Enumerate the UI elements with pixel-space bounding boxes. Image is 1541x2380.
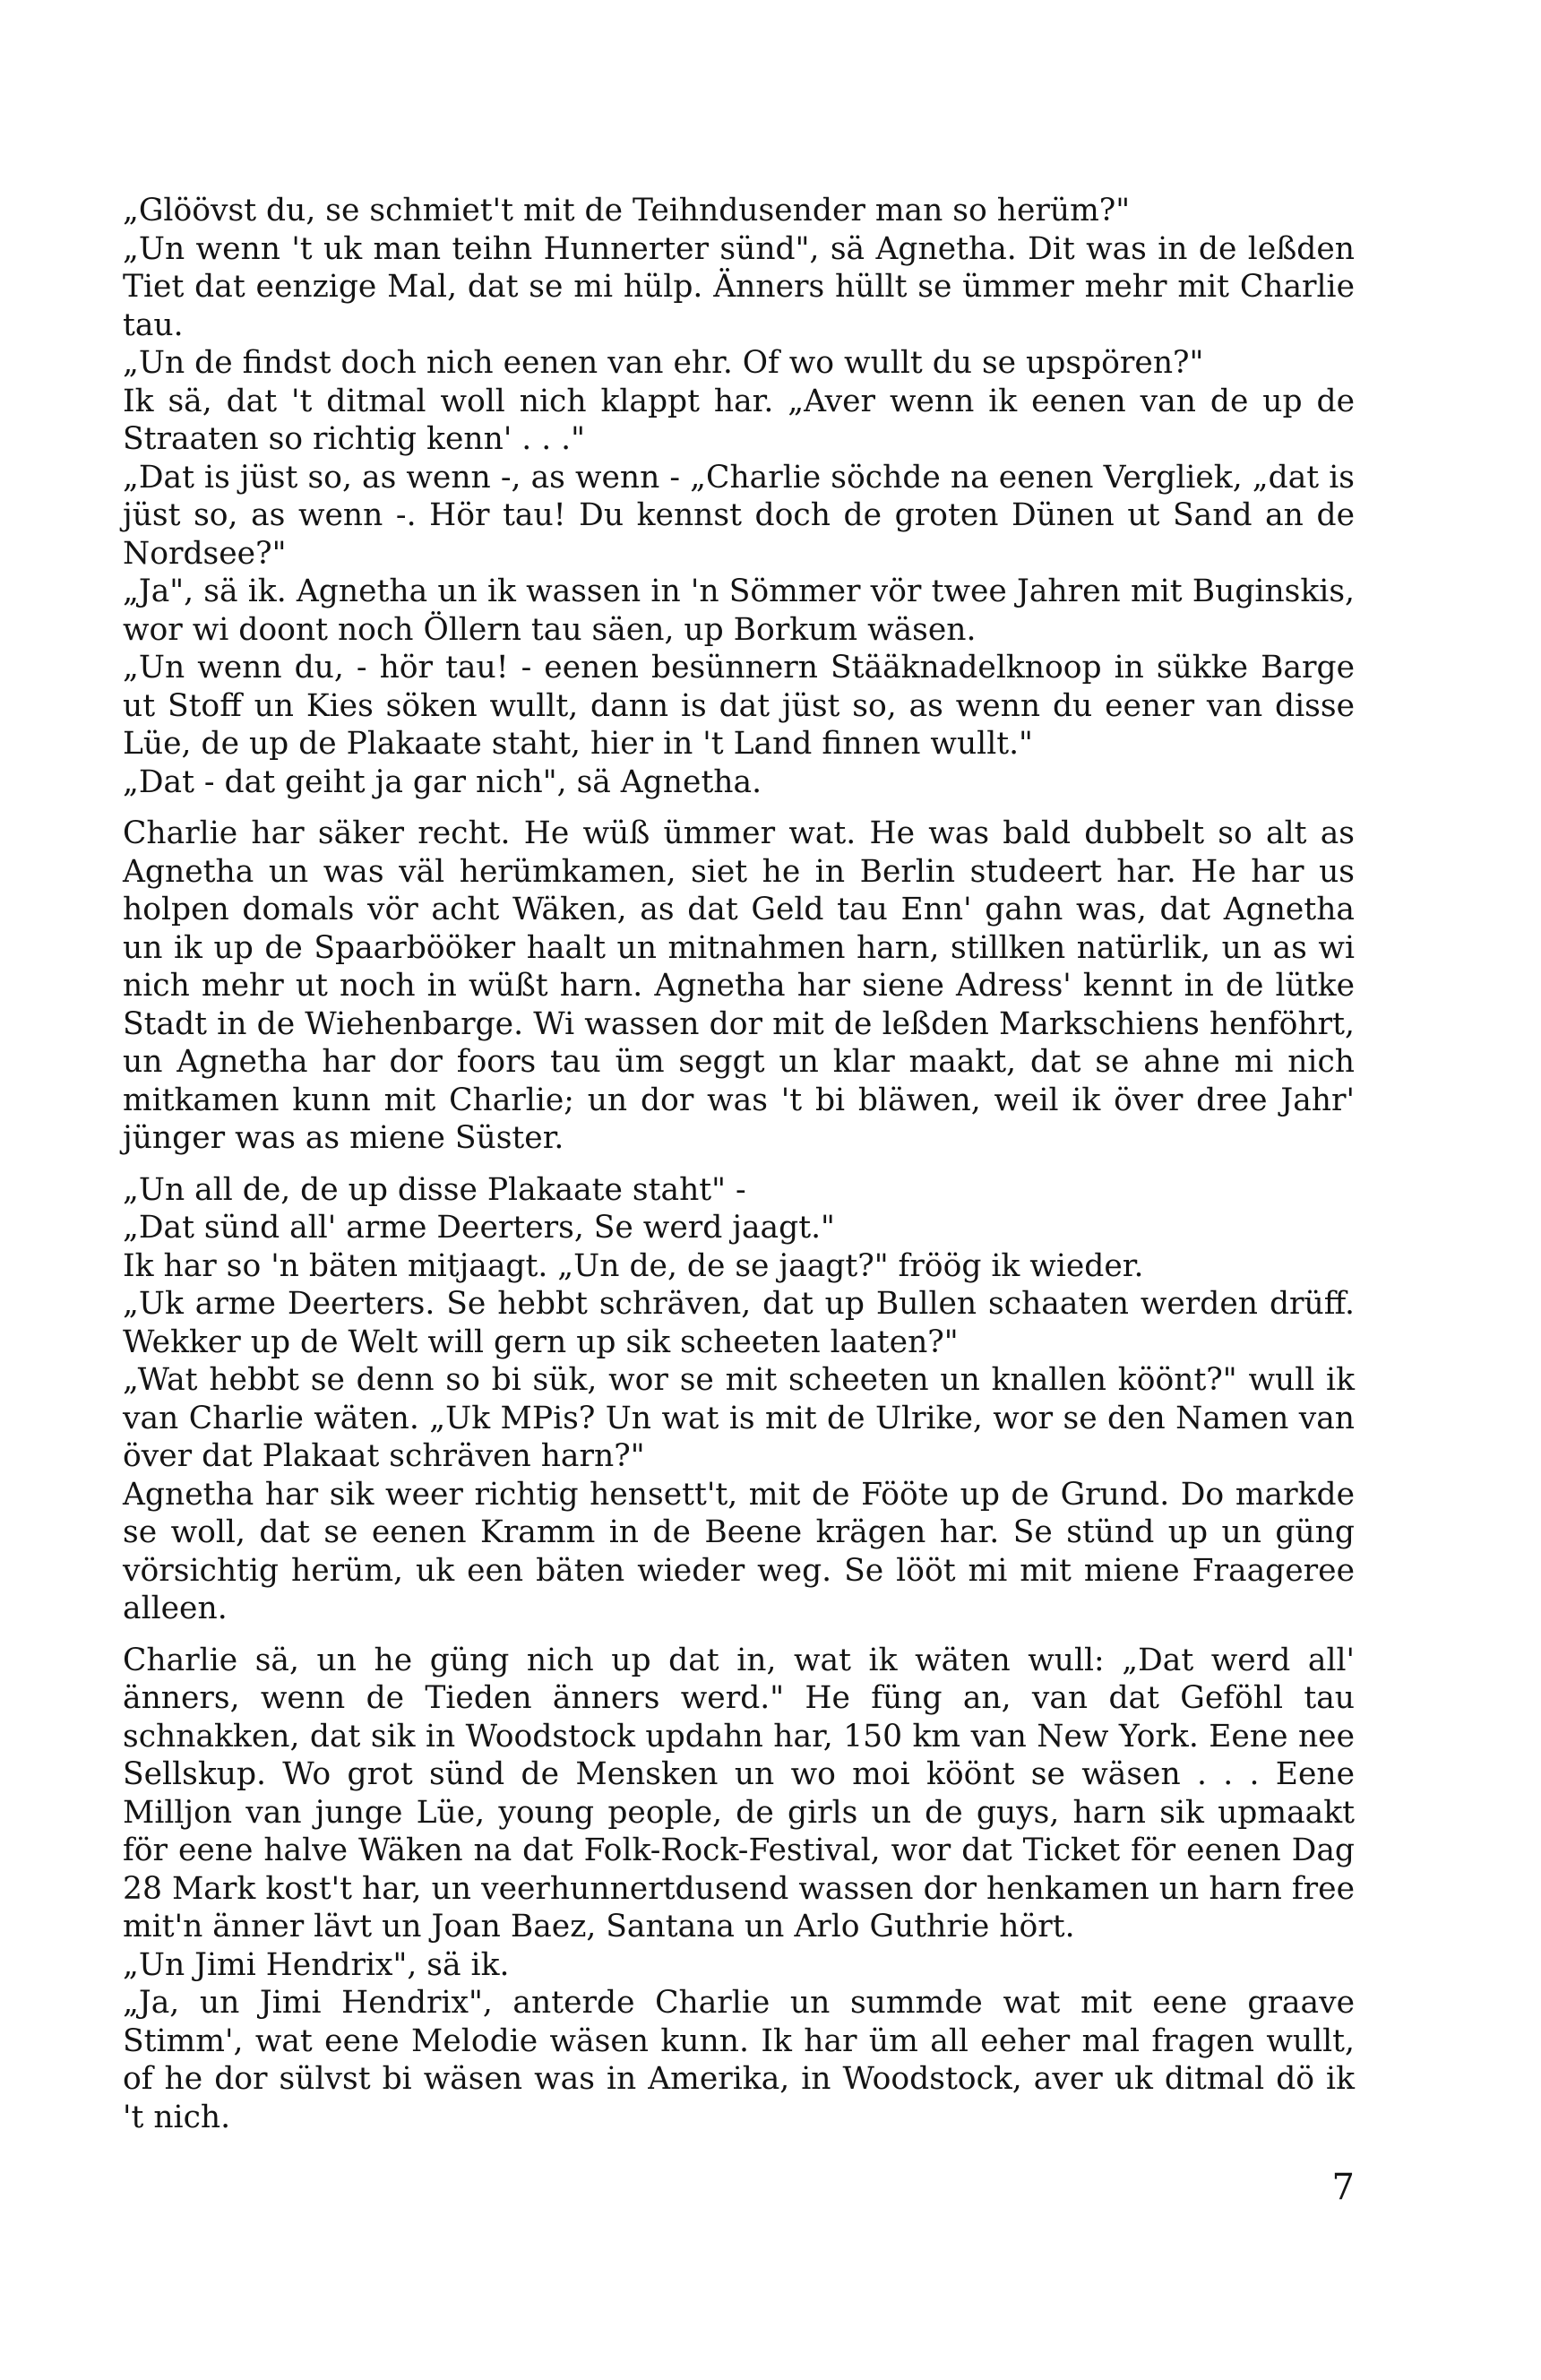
paragraph: „Dat - dat geiht ja gar nich", sä Agnetha.: [123, 763, 762, 800]
paragraph: Agnetha har sik weer richtig hensett't, mit de Fööte up de Grund. Do markde se woll, dat se eenen Kramm in de Beene krägen har. Se stünd up un güng vörsichtig herüm, uk een bäten wieder weg. Se lööt mi mit miene Fraageree alleen.: [123, 1476, 1355, 1626]
paragraph: Charlie sä, un he güng nich up dat in, wat ik wäten wull: „Dat werd all' änners, wenn de Tieden änners werd." He füng an, van dat Geföhl tau schnakken, dat sik in Woodstock updahn har, 150 km van New York. Eene nee Sellskup. Wo grot sünd de Mensken un wo moi köönt se wäsen . . . Eene Milljon van junge Lüe, young people, de girls un de guys, harn sik upmaakt för eene halve Wäken na dat Folk-Rock-Festival, wor dat Ticket för eenen Dag 28 Mark kost't har, un veerhunnertdusend wassen dor henkamen un harn free mit'n änner lävt un Joan Baez, Santana un Arlo Guthrie hört.: [123, 1642, 1355, 1945]
paragraph: „Un wenn du, - hör tau! - eenen besünnern Stääknadelknoop in sükke Barge ut Stoff un Kies söken wullt, dann is dat jüst so, as wenn du eener van disse Lüe, de up de Plakaate staht, hier in 't Land finnen wullt.": [123, 650, 1355, 762]
paragraph: „Un de findst doch nich eenen van ehr. Of wo wullt du se upspören?": [123, 345, 1204, 381]
paragraph: „Un wenn 't uk man teihn Hunnerter sünd", sä Agnetha. Dit was in de leßden Tiet dat eenzige Mal, dat se mi hülp. Änners hüllt se ümmer mehr mit Charlie tau.: [123, 230, 1355, 343]
paragraph: „Uk arme Deerters. Se hebbt schräven, dat up Bullen schaaten werden drüff. Wekker up de Welt will gern up sik scheeten laaten?": [123, 1286, 1355, 1360]
paragraph: Ik sä, dat 't ditmal woll nich klappt har. „Aver wenn ik eenen van de up de Straaten so richtig kenn' . . .": [123, 383, 1355, 457]
paragraph: „Ja", sä ik. Agnetha un ik wassen in 'n Sömmer vör twee Jahren mit Buginskis, wor wi doont noch Öllern tau säen, up Borkum wäsen.: [123, 573, 1355, 648]
paragraph: „Dat is jüst so, as wenn -, as wenn - „Charlie söchde na eenen Vergliek, „dat is jüst so, as wenn -. Hör tau! Du kennst doch de groten Dünen ut Sand an de Nordsee?": [123, 459, 1355, 572]
paragraph: Ik har so 'n bäten mitjaagt. „Un de, de se jaagt?" fröög ik wieder.: [123, 1247, 1144, 1284]
page-number: 7: [1331, 2167, 1355, 2208]
paragraph: „Ja, un Jimi Hendrix", anterde Charlie un summde wat mit eene graave Stimm', wat eene Melodie wäsen kunn. Ik har üm all eeher mal fragen wullt, of he dor sülvst bi wäsen was in Amerika, in Woodstock, aver uk ditmal dö ik 't nich.: [123, 1985, 1355, 2135]
paragraph: „Un Jimi Hendrix", sä ik.: [123, 1946, 510, 1983]
paragraph: Charlie har säker recht. He wüß ümmer wat. He was bald dubbelt so alt as Agnetha un was väl herümkamen, siet he in Berlin studeert har. He har us holpen domals vör acht Wäken, as dat Geld tau Enn' gahn was, dat Agnetha un ik up de Spaarbööker haalt un mitnahmen harn, stillken natürlik, un as wi nich mehr ut noch in wüßt harn. Agnetha har siene Adress' kennt in de lütke Stadt in de Wiehenbarge. Wi wassen dor mit de leßden Markschiens henföhrt, un Agnetha har dor foors tau üm seggt un klar maakt, dat se ahne mi nich mitkamen kunn mit Charlie; un dor was 't bi bläwen, weil ik över dree Jahr' jünger was as miene Süster.: [123, 815, 1355, 1156]
paragraph: „Wat hebbt se denn so bi sük, wor se mit scheeten un knallen köönt?" wull ik van Charlie wäten. „Uk MPis? Un wat is mit de Ulrike, wor se den Namen van över dat Plakaat schräven harn?": [123, 1362, 1355, 1474]
body-text: [123, 192, 1355, 2136]
paragraph: „Dat sünd all' arme Deerters, Se werd jaagt.": [123, 1210, 835, 1246]
paragraph: „Glöövst du, se schmiet't mit de Teihndusender man so herüm?": [123, 193, 1131, 229]
paragraph: „Un all de, de up disse Plakaate staht" -: [123, 1171, 746, 1208]
